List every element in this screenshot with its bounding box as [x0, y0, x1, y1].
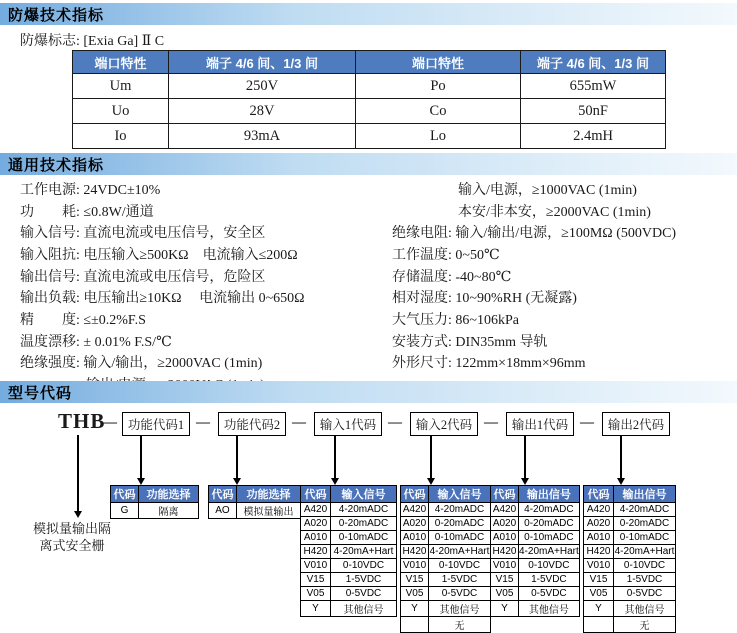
code-table-cell: V15 [491, 573, 519, 587]
code-table-cell: 0-10mADC [331, 531, 397, 545]
code-table-cell: 0-10mADC [614, 531, 676, 545]
code-table-cell: A020 [401, 517, 429, 531]
spec-line: 存储温度: -40~80℃ [392, 269, 512, 285]
table-row [73, 124, 666, 149]
section-header-general [0, 153, 737, 175]
code-table-cell: H420 [401, 545, 429, 559]
code-table-cell: Y [584, 601, 614, 617]
code-table-cell [401, 617, 429, 633]
code-table-header-row [491, 486, 580, 503]
prefix-arrow-line [77, 435, 79, 511]
spec-line: 输入/电源，≥1000VAC (1min) [458, 183, 637, 198]
spec-line: 相对湿度: 10~90%RH (无凝露) [392, 291, 577, 307]
code-table-row [301, 503, 397, 517]
code-table-cell: 0-20mADC [429, 517, 491, 531]
spec-line: 外形尺寸: 122mm×18mm×96mm [392, 356, 586, 372]
code-table-cell: 4-20mA+Hart [519, 546, 579, 557]
table-cell: 50nF [521, 99, 666, 124]
code-table-cell: V05 [491, 587, 519, 601]
code-table [300, 485, 397, 617]
code-table-cell: 隔离 [139, 503, 199, 519]
code-table-cell: 其他信号 [331, 601, 397, 617]
code-table-cell: V05 [584, 587, 614, 601]
table-cell: 250V [169, 74, 356, 99]
code-table-cell: A010 [491, 531, 519, 545]
flow-arrow-head [331, 478, 339, 485]
section-title-explosion: 防爆技术指标 [8, 6, 105, 24]
flow-separator: — [103, 415, 117, 430]
code-table-cell: A010 [401, 531, 429, 545]
spec-line: 输入信号: 直流电流或电压信号，安全区 [20, 226, 266, 242]
code-table-cell: 0-20mADC [614, 517, 676, 531]
code-table-cell: 1-5VDC [519, 573, 580, 587]
code-table-header-cell: 代码 [491, 486, 519, 503]
code-table-cell [584, 617, 614, 633]
code-table-cell: 1-5VDC [331, 573, 397, 587]
code-table-row [401, 517, 491, 531]
code-table-row [301, 573, 397, 587]
model-prefix-note: 模拟量输出隔离式安全栅 [32, 521, 111, 553]
spec-line: 本安/非本安，≥2000VAC (1min) [458, 204, 651, 220]
code-table-cell: 0-20mADC [331, 517, 397, 531]
code-table-cell: 0-10VDC [519, 559, 580, 573]
flow-separator: — [484, 415, 498, 430]
code-table-header-row [584, 486, 676, 503]
code-table [208, 485, 301, 519]
code-table-cell: 无 [614, 617, 676, 633]
section-header-explosion [0, 3, 737, 25]
code-table-row [401, 531, 491, 545]
code-table-row [401, 559, 491, 573]
code-table-header-row [401, 486, 491, 503]
code-table-header-cell: 输入信号 [429, 486, 491, 503]
table-cell: 2.4mH [521, 124, 666, 149]
flow-arrow-head [427, 478, 435, 485]
prefix-arrow-head [74, 511, 82, 518]
code-table-row [401, 587, 491, 601]
model-code-box: 输入1代码 [314, 412, 382, 436]
code-table-cell: 4-20mA+Hart [331, 545, 397, 559]
code-table-header-row [209, 486, 301, 503]
code-table-cell: H420 [491, 545, 519, 559]
code-table-row [301, 531, 397, 545]
flow-arrow-line [334, 436, 336, 478]
code-table-cell: 0-10mADC [429, 531, 491, 545]
code-table-cell: V010 [301, 559, 331, 573]
code-table-row [401, 617, 491, 633]
code-table-row [491, 573, 580, 587]
code-table-cell: 4-20mADC [519, 503, 580, 517]
code-table [583, 485, 676, 633]
code-table-cell: 其他信号 [614, 601, 676, 617]
flow-separator: — [388, 415, 402, 430]
table-row [73, 74, 666, 99]
code-table-cell: V05 [401, 587, 429, 601]
code-table-row [401, 503, 491, 517]
code-table-cell: A420 [584, 503, 614, 517]
code-table-cell: V010 [491, 559, 519, 573]
code-table-row [301, 545, 397, 559]
code-table-cell: AO [209, 503, 237, 519]
model-code-box: 输出2代码 [602, 412, 670, 436]
spec-line: 精 度: ≤±0.2%F.S [20, 312, 146, 328]
code-table-header-row [301, 486, 397, 503]
code-table [110, 485, 199, 519]
code-table-cell: G [111, 503, 139, 519]
code-table-header-cell: 输出信号 [614, 486, 676, 503]
code-table-row [584, 503, 676, 517]
code-table-cell: A420 [491, 503, 519, 517]
code-table-row [491, 517, 580, 531]
code-table-cell: 4-20mA+Hart [614, 546, 675, 557]
code-table-row [584, 617, 676, 633]
code-table-cell: 1-5VDC [429, 573, 491, 587]
code-table-row [584, 587, 676, 601]
code-table-cell: 0-10VDC [614, 559, 676, 573]
flow-arrow-head [521, 478, 529, 485]
code-table-header-cell: 代码 [209, 486, 237, 503]
code-table-cell: 其他信号 [519, 601, 580, 617]
code-table-cell: A420 [401, 503, 429, 517]
spec-line: 工作电源: 24VDC±10% [20, 183, 161, 198]
spec-line: 绝缘电阻: 输入/输出/电源，≥100MΩ (500VDC) [392, 226, 677, 242]
code-table-cell: 0-10mADC [519, 531, 580, 545]
spec-line: 温度漂移: ± 0.01% F.S/℃ [20, 334, 172, 350]
code-table-cell: Y [491, 601, 519, 617]
code-table-cell: V010 [584, 559, 614, 573]
code-table-row [401, 545, 491, 559]
code-table-row [584, 545, 676, 559]
spec-line: 大气压力: 86~106kPa [392, 312, 519, 328]
code-table-row [491, 601, 580, 617]
flow-arrow-head [137, 478, 145, 485]
code-table-row [401, 573, 491, 587]
spec-line: 绝缘强度: 输入/输出，≥2000VAC (1min) [20, 356, 263, 372]
flow-arrow-line [236, 436, 238, 478]
code-table-cell: 1-5VDC [614, 573, 676, 587]
model-code-box: 功能代码1 [122, 412, 190, 436]
section-title-model-code: 型号代码 [8, 384, 73, 402]
table-cell: Po [356, 74, 521, 99]
code-table-cell: V05 [301, 587, 331, 601]
explosion-parameters-table [72, 50, 666, 149]
code-table-cell: Y [301, 601, 331, 617]
spec-line: 输出信号: 直流电流或电压信号，危险区 [20, 269, 266, 285]
code-table-row [491, 503, 580, 517]
code-table-header-cell: 代码 [301, 486, 331, 503]
code-table-row [401, 601, 491, 617]
code-table-row [491, 531, 580, 545]
code-table-row [584, 559, 676, 573]
code-table-cell: 0-5VDC [429, 587, 491, 601]
flow-arrow-line [524, 436, 526, 478]
code-table-row [209, 503, 301, 519]
table-header-cell: 端口特性 [356, 51, 521, 74]
code-table-row [301, 587, 397, 601]
code-table-cell: V15 [401, 573, 429, 587]
code-table-header-cell: 代码 [584, 486, 614, 503]
code-table-row [301, 601, 397, 617]
flow-arrow-head [617, 478, 625, 485]
flow-separator: — [580, 415, 594, 430]
spec-line: 安装方式: DIN35mm 导轨 [392, 334, 548, 350]
code-table-cell: 4-20mADC [614, 503, 676, 517]
flow-arrow-line [140, 436, 142, 478]
code-table [490, 485, 580, 617]
explosion-marking-text: 防爆标志: [Exia Ga] Ⅱ C [20, 34, 165, 49]
spec-line: 输入阻抗: 电压输入≥500KΩ 电流输入≤200Ω [20, 247, 298, 263]
code-table-cell: 0-5VDC [614, 587, 676, 601]
code-table-cell: 0-10VDC [429, 559, 491, 573]
table-cell: 93mA [169, 124, 356, 149]
code-table-cell: 模拟量输出 [237, 503, 301, 519]
code-table-row [584, 601, 676, 617]
model-code-box: 输出1代码 [506, 412, 574, 436]
code-table-cell: V010 [401, 559, 429, 573]
code-table-cell: Y [401, 601, 429, 617]
code-table-header-cell: 输入信号 [331, 486, 397, 503]
code-table-cell: 4-20mADC [429, 503, 491, 517]
table-row [73, 99, 666, 124]
code-table-cell: A020 [491, 517, 519, 531]
section-header-model-code [0, 381, 737, 403]
table-header-cell: 端子 4/6 间、1/3 间 [169, 51, 356, 74]
code-table-cell: 4-20mADC [331, 503, 397, 517]
code-table-header-row [111, 486, 199, 503]
code-table-row [491, 559, 580, 573]
code-table-row [301, 517, 397, 531]
model-prefix: THB [58, 409, 106, 433]
code-table-cell: A020 [301, 517, 331, 531]
code-table-cell: 0-5VDC [331, 587, 397, 601]
code-table-row [491, 545, 580, 559]
flow-arrow-line [620, 436, 622, 478]
code-table-cell: A010 [584, 531, 614, 545]
table-header-row [73, 51, 666, 74]
model-code-box: 输入2代码 [410, 412, 478, 436]
code-table-row [301, 559, 397, 573]
table-cell: 655mW [521, 74, 666, 99]
table-header-cell: 端子 4/6 间、1/3 间 [521, 51, 666, 74]
code-table-cell: 4-20mA+Hart [429, 546, 490, 557]
model-code-box: 功能代码2 [218, 412, 286, 436]
code-table-cell: 无 [429, 617, 491, 633]
table-cell: 28V [169, 99, 356, 124]
table-header-cell: 端口特性 [73, 51, 169, 74]
code-table-row [491, 587, 580, 601]
code-table [400, 485, 491, 633]
section-title-general: 通用技术指标 [8, 156, 105, 174]
code-table-cell: V15 [584, 573, 614, 587]
spec-line: 工作温度: 0~50℃ [392, 247, 500, 263]
code-table-cell: 0-10VDC [331, 559, 397, 573]
code-table-cell: 0-20mADC [519, 517, 580, 531]
code-table-cell: A010 [301, 531, 331, 545]
code-table-row [584, 517, 676, 531]
flow-arrow-line [430, 436, 432, 478]
code-table-row [584, 573, 676, 587]
code-table-cell: H420 [301, 545, 331, 559]
table-cell: Um [73, 74, 169, 99]
spec-line: 功 耗: ≤0.8W/通道 [20, 204, 154, 220]
spec-line: 输出负载: 电压输出≥10KΩ 电流输出 0~650Ω [20, 291, 305, 307]
code-table-cell: 其他信号 [429, 601, 491, 617]
code-table-cell: 0-5VDC [519, 587, 580, 601]
flow-separator: — [196, 415, 210, 430]
flow-separator: — [292, 415, 306, 430]
code-table-header-cell: 代码 [111, 486, 139, 503]
code-table-header-cell: 代码 [401, 486, 429, 503]
code-table-cell: A020 [584, 517, 614, 531]
code-table-cell: A420 [301, 503, 331, 517]
table-cell: Co [356, 99, 521, 124]
code-table-header-cell: 功能选择 [139, 486, 199, 503]
flow-arrow-head [233, 478, 241, 485]
code-table-row [111, 503, 199, 519]
code-table-header-cell: 输出信号 [519, 486, 580, 503]
code-table-row [584, 531, 676, 545]
table-cell: Io [73, 124, 169, 149]
table-cell: Lo [356, 124, 521, 149]
code-table-cell: V15 [301, 573, 331, 587]
code-table-header-cell: 功能选择 [237, 486, 301, 503]
code-table-cell: H420 [584, 545, 614, 559]
table-cell: Uo [73, 99, 169, 124]
